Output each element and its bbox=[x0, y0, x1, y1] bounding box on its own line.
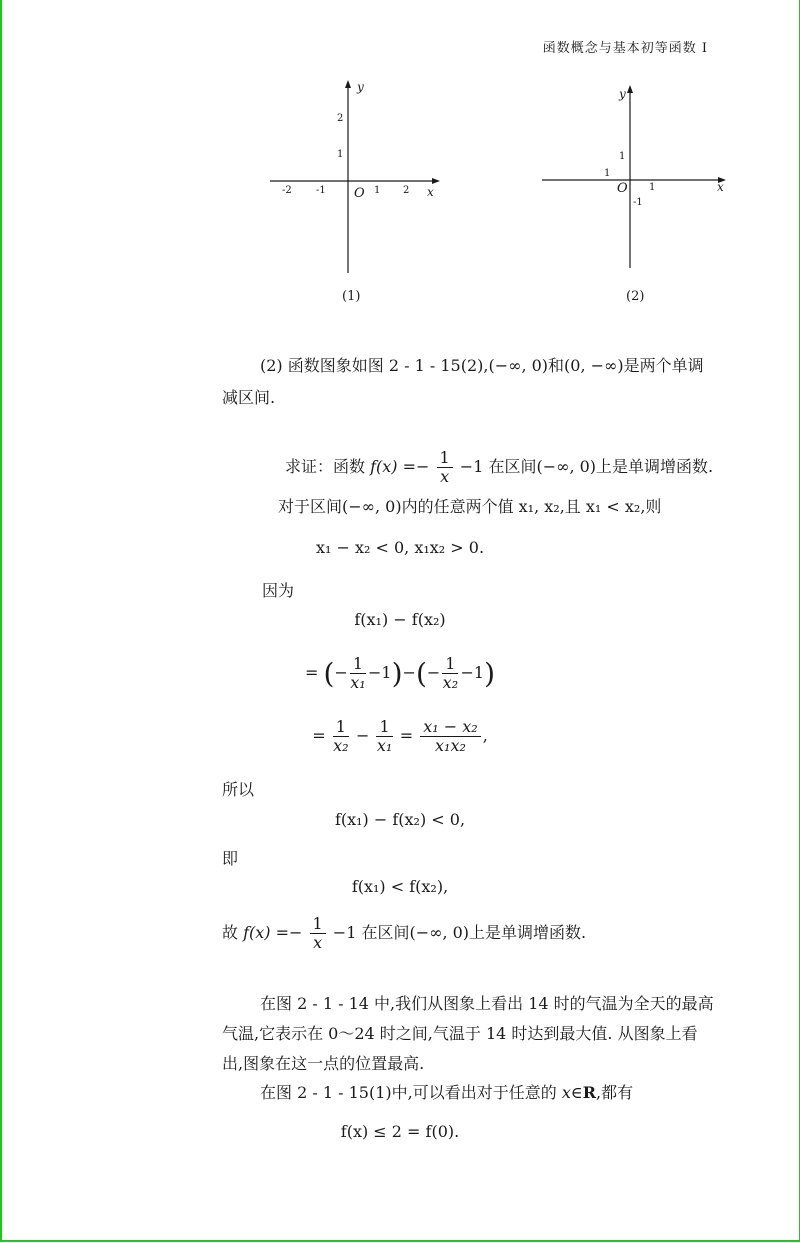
graph-2-origin: O bbox=[617, 181, 628, 196]
graph-1 bbox=[262, 75, 452, 280]
graph-2-left-label: 1 bbox=[604, 168, 611, 179]
graph-2-y-arrow bbox=[627, 85, 633, 93]
graph-1-x-label: x bbox=[427, 185, 434, 199]
graph-2-xtick-1: 1 bbox=[649, 182, 656, 193]
graph-1-y-label: y bbox=[357, 80, 364, 94]
claim-fraction: $\frac{1}{x}$ bbox=[437, 449, 453, 486]
proof-step-3: = $\frac{1}{\text{x₂}}$ − $\frac{1}{\text{x₁}}$ = $\frac{\text{x₁ − x₂}}{\text{x₁x₂}}$ , bbox=[312, 717, 488, 755]
graph-2-caption: (2) bbox=[626, 289, 645, 304]
graph-2-ytick-neg1: -1 bbox=[633, 197, 643, 208]
graph-1-ytick-1: 1 bbox=[337, 149, 344, 160]
proof-result-2: f(x₁) < f(x₂), bbox=[351, 877, 449, 896]
graph-2-ytick-1: 1 bbox=[619, 151, 626, 162]
graph-2 bbox=[536, 80, 736, 275]
graph-1-origin: O bbox=[354, 186, 365, 201]
graph-1-xtick-2: 2 bbox=[403, 185, 410, 196]
graph-1-xtick-neg2: -2 bbox=[282, 185, 292, 196]
para-2-line-1: 在图 2 - 1 - 14 中,我们从图象上看出 14 时的气温为全天的最高 bbox=[260, 994, 714, 1013]
para-1-line-2: 减区间. bbox=[222, 388, 276, 407]
running-header: 函数概念与基本初等函数 I bbox=[542, 41, 708, 56]
graph-1-x-arrow bbox=[432, 178, 440, 184]
graph-2-y-label: y bbox=[619, 87, 626, 101]
proof-step-1: f(x₁) − f(x₂) bbox=[354, 610, 446, 629]
graph-1-xtick-1: 1 bbox=[374, 185, 381, 196]
graph-1-xtick-neg1: -1 bbox=[316, 185, 326, 196]
proof-inequality-1: x₁ − x₂ < 0, x₁x₂ > 0. bbox=[315, 538, 485, 557]
para-1-line-1: (2) 函数图象如图 2 - 1 - 15(2),(−∞, 0)和(0, −∞)是两个单调 bbox=[260, 356, 704, 375]
graph-1-y-arrow bbox=[345, 80, 351, 88]
graph-2-x-label: x bbox=[717, 180, 724, 194]
para-3-formula: f(x) ≤ 2 = f(0). bbox=[340, 1122, 460, 1141]
proof-step-2: = (− $\frac{1}{\text{x₁}}$ −1)−(− $\frac{1}{\text{x₂}}$ −1) bbox=[304, 654, 496, 692]
proof-claim: 求证：函数 f(x) =− $\frac{1}{x}$ −1 在区间(−∞, 0)上是单调增函数. bbox=[285, 448, 714, 486]
graph-1-caption: (1) bbox=[342, 289, 361, 304]
graph-1-ytick-2: 2 bbox=[337, 113, 344, 124]
proof-result-1: f(x₁) − f(x₂) < 0, bbox=[334, 810, 466, 829]
proof-because: 因为 bbox=[262, 581, 295, 600]
proof-line-2: 对于区间(−∞, 0)内的任意两个值 x₁, x₂,且 x₁ < x₂,则 bbox=[278, 497, 662, 516]
proof-that-is: 即 bbox=[222, 849, 239, 868]
para-2-line-3: 出,图象在这一点的位置最高. bbox=[222, 1054, 425, 1073]
para-3-line-1: 在图 2 - 1 - 15(1)中,可以看出对于任意的 x∈R,都有 bbox=[260, 1083, 634, 1102]
para-2-line-2: 气温,它表示在 0～24 时之间,气温于 14 时达到最大值. 从图象上看 bbox=[222, 1024, 698, 1043]
proof-conclusion: 故 f(x) =− $\frac{1}{x}$ −1 在区间(−∞, 0)上是单调增函数. bbox=[222, 914, 587, 952]
proof-so: 所以 bbox=[222, 780, 255, 799]
